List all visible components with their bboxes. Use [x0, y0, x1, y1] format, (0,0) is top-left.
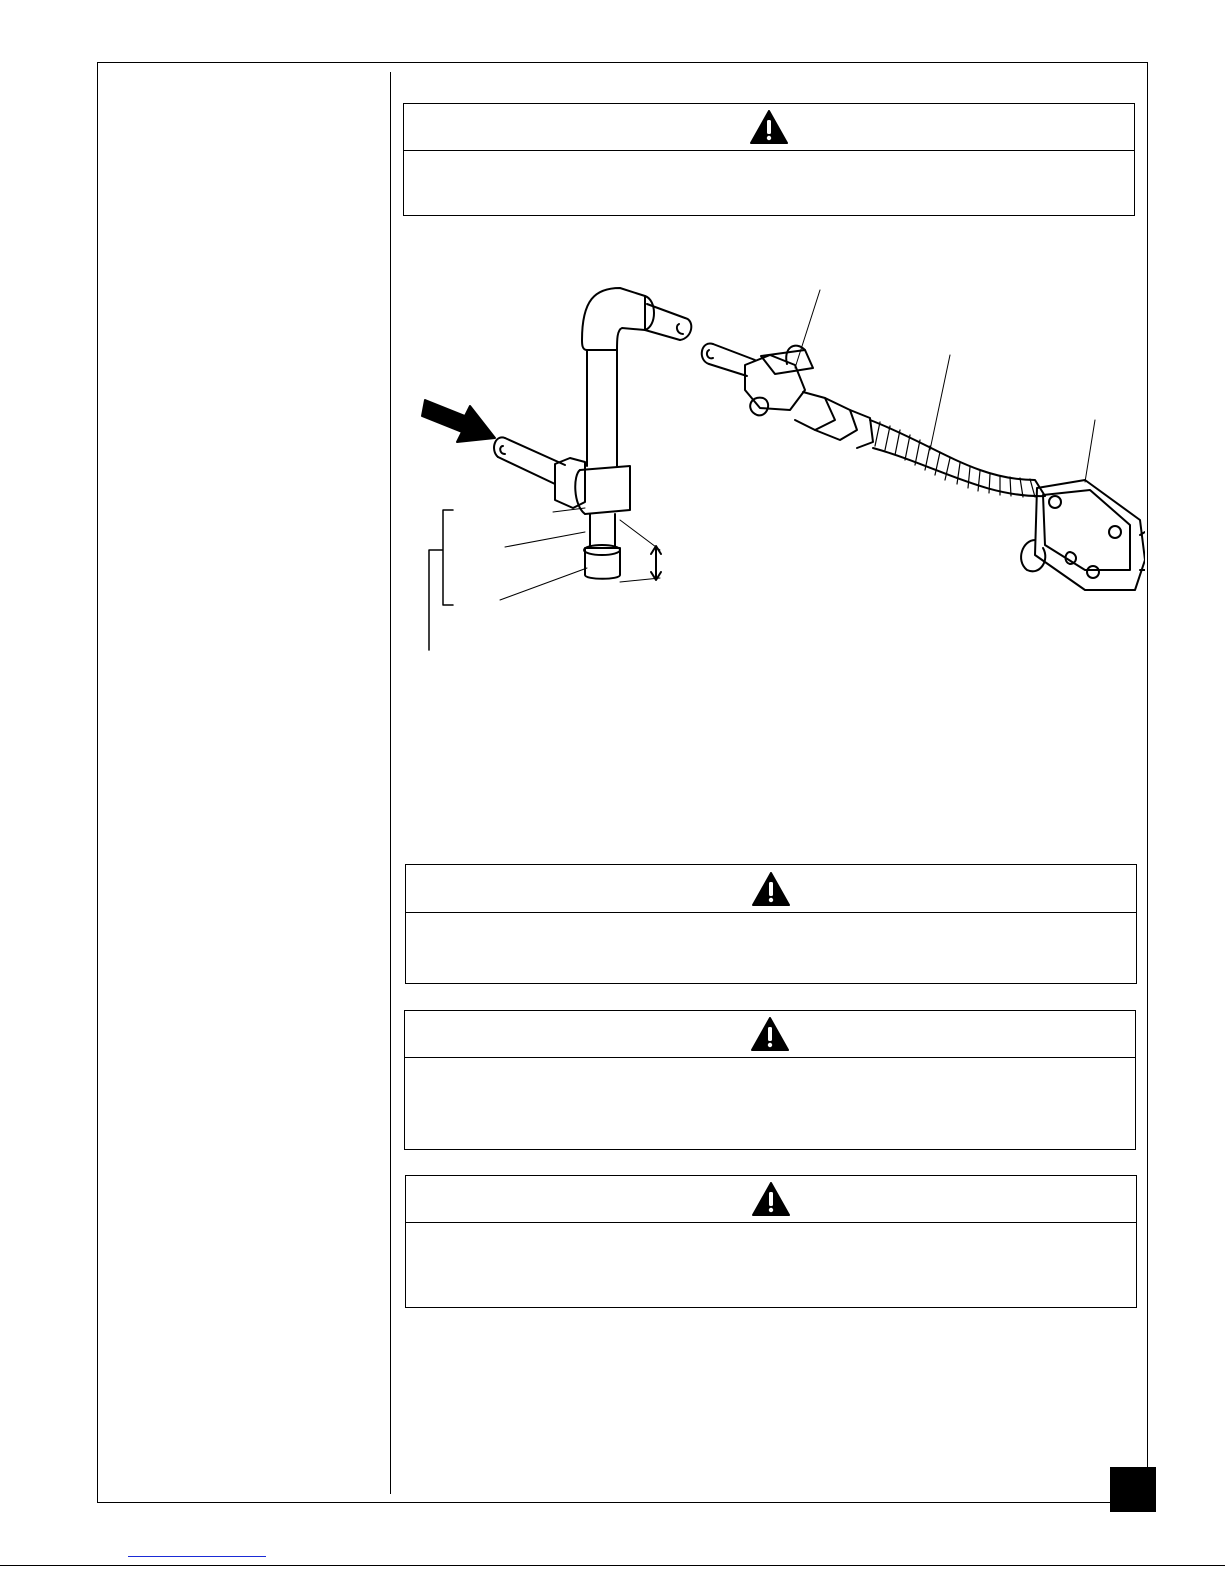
pipe-tee: [555, 458, 585, 508]
column-divider: [390, 72, 391, 1494]
footer-rule: [0, 1565, 1225, 1566]
footer-link[interactable]: [128, 1556, 266, 1557]
flexible-connector: [870, 420, 1045, 496]
gas-line-assembly-illustration: [395, 270, 1145, 670]
warning-triangle-icon: [752, 1182, 790, 1216]
warning-triangle-icon: [750, 110, 788, 144]
warning-box-4: [405, 1175, 1137, 1308]
gas-line-figure: [395, 270, 1145, 670]
warning-box-1: [403, 103, 1135, 216]
warning-body: [406, 913, 1136, 983]
warning-body: [405, 1058, 1135, 1149]
warning-header: [405, 1011, 1135, 1058]
warning-box-2: [405, 864, 1137, 984]
warning-triangle-icon: [751, 1017, 789, 1051]
warning-header: [404, 104, 1134, 151]
assembly-bracket: [429, 510, 453, 650]
warning-header: [406, 865, 1136, 913]
warning-body: [406, 1223, 1136, 1307]
warning-header: [406, 1176, 1136, 1223]
page-number-tab: [1110, 1467, 1156, 1512]
elbow: [582, 288, 645, 350]
warning-triangle-icon: [752, 872, 790, 906]
gas-flow-arrow: [422, 400, 495, 442]
warning-body: [404, 151, 1134, 215]
warning-box-3: [404, 1010, 1136, 1150]
